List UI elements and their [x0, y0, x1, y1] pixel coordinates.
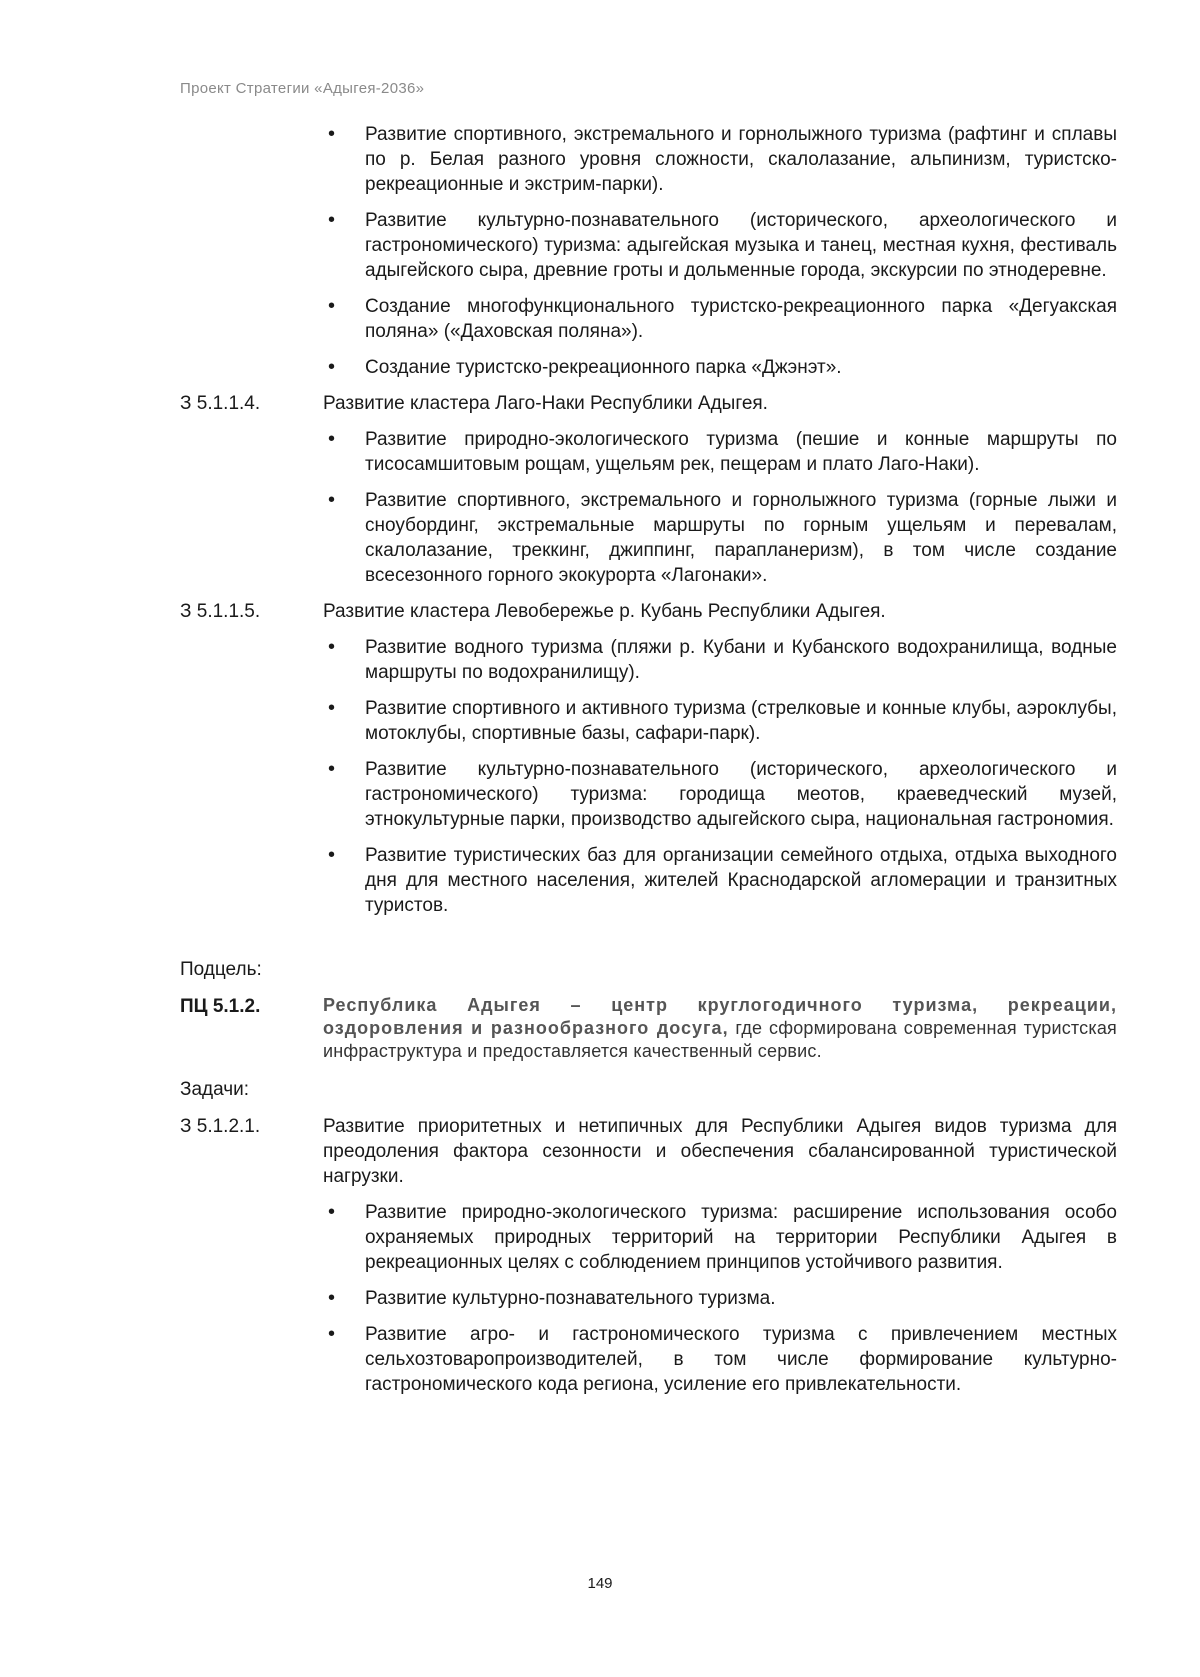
bullet-item: • Создание туристско-рекреационного парка «Джэнэт».	[180, 355, 1117, 380]
task-number: З 5.1.1.4.	[180, 393, 261, 414]
subgoal-block	[180, 994, 1117, 1063]
page-number: 149	[587, 1575, 613, 1592]
bullet-item: • Развитие водного туризма (пляжи р. Кубани и Кубанского водохранилища, водные маршруты по водохранилищу).	[180, 635, 1117, 685]
task-text: Развитие приоритетных и нетипичных для Республики Адыгея видов туризма для преодоления фактора сезонности и обеспечения сбалансированной туристической нагрузки.	[323, 1116, 1117, 1187]
subgoal-code: ПЦ 5.1.2.	[180, 996, 261, 1017]
bullet-item: • Развитие культурно-познавательного (исторического, археологического и гастрономического) туризма: адыгейская музыка и танец, местная кухня, фестиваль адыгейского сыра, древние гроты и дольменные города, экскурсии по этнодеревне.	[180, 208, 1117, 283]
page-content	[180, 122, 1117, 1408]
bullet-item: • Создание многофункционального туристско-рекреационного парка «Дегуакская поляна» («Даховская поляна»).	[180, 294, 1117, 344]
bullet-list-tasks	[180, 1200, 1117, 1397]
bullet-item: • Развитие туристических баз для организации семейного отдыха, отдыха выходного дня для местного населения, жителей Краснодарской агломерации и транзитных туристов.	[180, 843, 1117, 918]
bullet-item: • Развитие спортивного, экстремального и горнолыжного туризма (рафтинг и сплавы по р. Белая разного уровня сложности, скалолазание, альпинизм, туристско-рекреационные и экстрим-парки).	[180, 122, 1117, 197]
bullet-list-rafting	[180, 122, 1117, 380]
subgoal-emphasis: Республика Адыгея – центр круглогодичного туризма, рекреации, оздоровления и разнообразного досуга,	[323, 995, 1117, 1038]
task-item-5114	[180, 391, 1117, 416]
bullet-item: • Развитие спортивного и активного туризма (стрелковые и конные клубы, аэроклубы, мотоклубы, спортивные базы, сафари-парк).	[180, 696, 1117, 746]
task-text: Развитие кластера Левобережье р. Кубань Республики Адыгея.	[323, 601, 886, 622]
bullet-list-lago-naki	[180, 427, 1117, 588]
task-item-5115	[180, 599, 1117, 624]
tasks-label: Задачи:	[180, 1079, 250, 1100]
running-header: Проект Стратегии «Адыгея-2036»	[180, 80, 425, 97]
bullet-item: • Развитие агро- и гастрономического туризма с привлечением местных сельхозтоваропроизводителей, в том числе формирование культурно-гастрономического кода региона, усиление его привлекательности.	[180, 1322, 1117, 1397]
bullet-item: • Развитие природно-экологического туризма (пешие и конные маршруты по тисосамшитовым рощам, ущельям рек, пещерам и плато Лаго-Наки).	[180, 427, 1117, 477]
subgoal-label: Подцель:	[180, 959, 262, 980]
task-item-5121	[180, 1114, 1117, 1189]
bullet-item: • Развитие спортивного, экстремального и горнолыжного туризма (горные лыжи и сноубординг, экстремальные маршруты по горным ущельям и перевалам, скалолазание, треккинг, джиппинг, парапланеризм), в том числе создание всесезонного горного экокурорта «Лагонаки».	[180, 488, 1117, 588]
subgoal-rest: где сформирована современная туристская инфраструктура и предоставляется качественный сервис.	[323, 1018, 1117, 1061]
task-number: З 5.1.2.1.	[180, 1116, 261, 1137]
bullet-item: • Развитие культурно-познавательного туризма.	[180, 1286, 1117, 1311]
bullet-item: • Развитие природно-экологического туризма: расширение использования особо охраняемых природных территорий на территории Республики Адыгея в рекреационных целях с соблюдением принципов устойчивого развития.	[180, 1200, 1117, 1275]
subgoal-text	[323, 994, 1117, 1063]
task-number: З 5.1.1.5.	[180, 601, 261, 622]
bullet-item: • Развитие культурно-познавательного (исторического, археологического и гастрономического) туризма: городища меотов, краеведческий музей, этнокультурные парки, производство адыгейского сыра, национальная гастрономия.	[180, 757, 1117, 832]
bullet-list-kuban	[180, 635, 1117, 918]
task-text: Развитие кластера Лаго-Наки Республики Адыгея.	[323, 393, 768, 414]
